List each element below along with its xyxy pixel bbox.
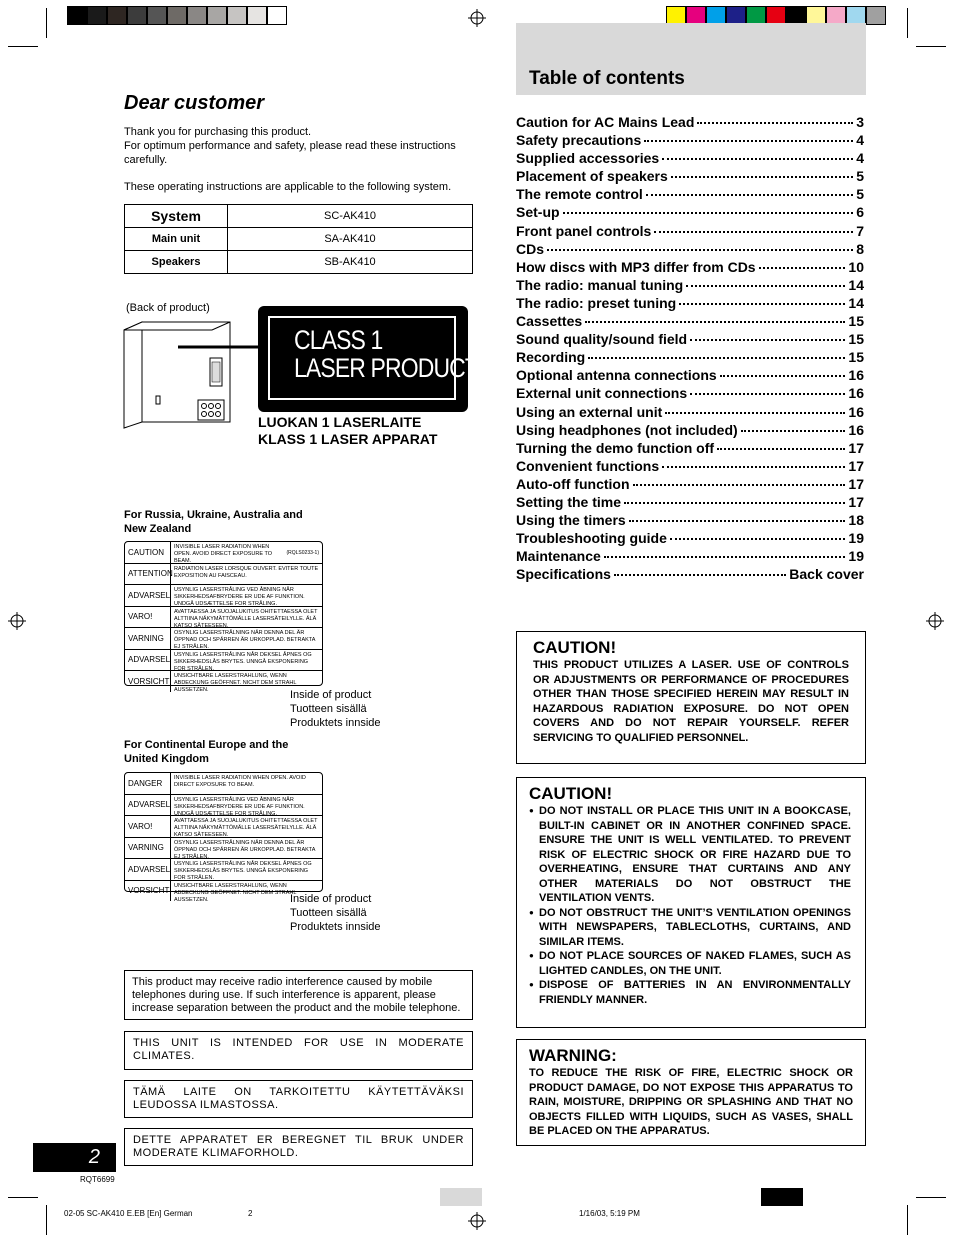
caution-title: CAUTION! — [533, 638, 617, 657]
toc-item — [516, 548, 864, 566]
toc-leader-dots — [686, 285, 845, 287]
toc-item — [516, 331, 864, 349]
toc-item-page: 18 — [848, 512, 864, 529]
caption-line: Produktets innside — [290, 717, 381, 729]
table-of-contents — [516, 114, 864, 584]
label-text: USYNLIG LASERSTRÅLING VED ÅBNING NÅR SIKKERHEDSAFBRYDERE ER UDE AF FUNKTION. UNDGÅ UDSÆTTELSE FOR STRÅLING. — [174, 587, 305, 606]
toc-item-page: 4 — [856, 132, 864, 149]
label-keyword: VARNING — [125, 628, 171, 649]
label-text: USYNLIG LASERSTRÅLING NÅR DEKSEL ÅPNES OG SIKKERHEDSLÅS BRYTES. UNNGÅ EKSPONERING FOR STRÅLEN. — [174, 861, 312, 880]
caption-line: Inside of product — [290, 689, 372, 701]
toc-item-label: Specifications — [516, 566, 611, 583]
list-item: ● DISPOSE OF BATTERIES IN AN ENVIRONMENTALLY FRIENDLY MANNER. — [529, 978, 851, 1007]
notice-text: This product may receive radio interference caused by mobile telephones during use. If such interference is apparent, please increase separation between the product and the mobile telephone. — [132, 976, 461, 1014]
toc-item — [516, 367, 864, 385]
notice-text: TÄMÄ LAITE ON TARKOITETTU KÄYTETTÄVÄKSI LEUDOSSA ILMASTOSSA. — [133, 1086, 464, 1111]
toc-leader-dots — [690, 339, 845, 341]
toc-item-label: Auto-off function — [516, 475, 630, 492]
crop-mark — [907, 1205, 908, 1235]
toc-item-page: 15 — [848, 313, 864, 330]
climate-notice-en — [124, 1031, 473, 1070]
label-text: UNSICHTBARE LASERSTRAHLUNG, WENN ABDECKUNG GEÖFFNET. NICHT DEM STRAHL AUSSETZEN. — [174, 673, 297, 692]
registration-mark-icon — [468, 1212, 486, 1230]
black-print-mark — [761, 1188, 803, 1206]
caution-box — [516, 631, 866, 764]
toc-leader-dots — [624, 502, 845, 504]
warning-text: TO REDUCE THE RISK OF FIRE, ELECTRIC SHOCK OR PRODUCT DAMAGE, DO NOT EXPOSE THIS APPARATUS TO RAIN, MOISTURE, DRIPPING OR SPLASHING AND THAT NO OBJECTS FILLED WITH LIQUIDS, SUCH AS VASES, SHALL BE PLACED ON THE APPARATUS. — [529, 1067, 853, 1137]
toc-leader-dots — [644, 140, 853, 142]
toc-item — [516, 440, 864, 458]
toc-item-page: 17 — [848, 475, 864, 492]
toc-item-label: Supplied accessories — [516, 150, 660, 167]
label-keyword: CAUTION — [125, 542, 171, 563]
toc-item — [516, 404, 864, 422]
toc-title: Table of contents — [529, 68, 685, 89]
label-text: INVISIBLE LASER RADIATION WHEN OPEN. AVOID DIRECT EXPOSURE TO BEAM. — [174, 775, 306, 788]
label-row — [125, 564, 322, 586]
gray-swatch — [87, 6, 107, 25]
gray-swatch — [187, 6, 207, 25]
gray-swatch — [107, 6, 127, 25]
toc-item — [516, 385, 864, 403]
toc-leader-dots — [547, 249, 853, 251]
toc-leader-dots — [690, 393, 845, 395]
toc-item — [516, 494, 864, 512]
toc-item — [516, 349, 864, 367]
region-heading: For Russia, Ukraine, Australia and New Zealand — [124, 509, 303, 535]
toc-item-page: Back cover — [789, 566, 864, 583]
toc-item — [516, 168, 864, 186]
gray-swatch — [267, 6, 287, 25]
footer-file: 02-05 SC-AK410 E.EB [En] German — [64, 1209, 193, 1218]
label-row — [125, 838, 322, 860]
label-row — [125, 585, 322, 607]
product-back-illustration — [120, 320, 260, 430]
crop-mark — [8, 1197, 38, 1198]
toc-item-label: The radio: manual tuning — [516, 276, 684, 293]
toc-item-page: 19 — [848, 548, 864, 565]
toc-leader-dots — [614, 574, 786, 576]
intro-line: These operating instructions are applicable to the following system. — [124, 181, 452, 193]
label-keyword: VARNING — [125, 838, 171, 859]
toc-item-page: 14 — [848, 276, 864, 293]
label-code: (RQLS0233-1) — [286, 550, 319, 556]
toc-leader-dots — [741, 430, 846, 432]
toc-item-page: 17 — [848, 493, 864, 510]
toc-item-label: Setting the time — [516, 493, 622, 510]
label-text: RADIATION LASER LORSQUE OUVERT. EVITER TOUTE EXPOSITION AU FAISCEAU. — [174, 565, 319, 579]
label-row — [125, 773, 322, 795]
list-item: ● DO NOT OBSTRUCT THE UNIT’S VENTILATION OPENINGS WITH NEWSPAPERS, TABLECLOTHS, CURTAINS, AND SIMILAR ITEMS. — [529, 906, 851, 950]
toc-item-label: Sound quality/sound field — [516, 331, 688, 348]
toc-item-page: 8 — [856, 240, 864, 257]
table-row — [125, 205, 473, 228]
toc-item-page: 16 — [848, 367, 864, 384]
notice-text: DETTE APPARATET ER BEREGNET TIL BRUK UNDER MODERATE KLIMAFORHOLD. — [133, 1134, 464, 1159]
toc-leader-dots — [759, 267, 846, 269]
class1-line: LASER PRODUCT — [294, 353, 479, 383]
table-cell: Speakers — [125, 251, 228, 274]
label-keyword: ADVARSEL — [125, 795, 171, 816]
warning-title: WARNING: — [529, 1046, 617, 1065]
caution-title: CAUTION! — [529, 784, 613, 803]
toc-item — [516, 223, 864, 241]
toc-item-label: Convenient functions — [516, 457, 660, 474]
toc-leader-dots — [585, 321, 845, 323]
toc-item — [516, 476, 864, 494]
toc-item-label: The radio: preset tuning — [516, 294, 677, 311]
crop-mark — [8, 46, 38, 47]
toc-item — [516, 186, 864, 204]
gray-swatch — [227, 6, 247, 25]
toc-item — [516, 132, 864, 150]
toc-item-page: 15 — [848, 349, 864, 366]
climate-notice-fi — [124, 1080, 473, 1118]
label-row — [125, 650, 322, 672]
climate-notice-no — [124, 1128, 473, 1166]
toc-item — [516, 530, 864, 548]
region-heading: For Continental Europe and the United Kingdom — [124, 739, 289, 765]
crop-mark — [907, 8, 908, 38]
gray-swatch — [67, 6, 87, 25]
footer-file-page: 2 — [248, 1209, 253, 1218]
toc-item-page: 5 — [856, 186, 864, 203]
label-keyword: ADVARSEL — [125, 859, 171, 880]
toc-item-page: 16 — [848, 421, 864, 438]
gray-print-mark — [440, 1188, 482, 1206]
registration-mark-icon — [8, 612, 26, 630]
toc-item — [516, 114, 864, 132]
label-text: AVATTAESSA JA SUOJALUKITUS OHITETTAESSA OLET ALTTIINA NÄKYMÄTTÖMÄLLE LASERSÄTEILYLLE. ÄLÄ KATSO SÄTEESEEN. — [174, 608, 318, 627]
label-text: UNSICHTBARE LASERSTRAHLUNG, WENN ABDECKUNG GEÖFFNET. NICHT DEM STRAHL AUSSETZEN. — [174, 882, 297, 901]
intro-text — [124, 125, 474, 194]
toc-item-label: Caution for AC Mains Lead — [516, 114, 695, 130]
toc-item-label: How discs with MP3 differ from CDs — [516, 258, 756, 275]
laser-warning-label — [124, 772, 323, 901]
toc-item-label: Placement of speakers — [516, 168, 668, 185]
toc-item-page: 5 — [856, 168, 864, 185]
toc-item — [516, 295, 864, 313]
laser-class-sv: KLASS 1 LASER APPARAT — [258, 431, 438, 447]
toc-item — [516, 422, 864, 440]
caption-line: Tuotteen sisällä — [290, 703, 367, 715]
toc-item-label: Using an external unit — [516, 403, 663, 420]
caption-line: Tuotteen sisällä — [290, 907, 367, 919]
class1-label — [258, 306, 479, 412]
toc-leader-dots — [670, 538, 846, 540]
toc-item-label: Optional antenna connections — [516, 367, 717, 384]
page-title: Dear customer — [124, 92, 265, 114]
toc-leader-dots — [720, 375, 846, 377]
toc-leader-dots — [717, 448, 845, 450]
label-text: INVISIBLE LASER RADIATION WHEN OPEN. AVOID DIRECT EXPOSURE TO BEAM. — [174, 544, 273, 563]
label-keyword: ADVARSEL — [125, 650, 171, 671]
toc-item-label: Cassettes — [516, 313, 583, 330]
toc-item-label: Recording — [516, 349, 586, 366]
toc-leader-dots — [633, 484, 846, 486]
inside-caption — [290, 688, 381, 730]
label-text: AVATTAESSA JA SUOJALUKITUS OHITETTAESSA OLET ALTTIINA NÄKYMÄTTÖMÄLLE LASERSÄTEILYLLE. ÄLÄ KATSO SÄTEESEEN. — [174, 818, 318, 837]
color-swatch — [866, 6, 886, 25]
toc-item-label: Safety precautions — [516, 132, 642, 149]
toc-item — [516, 458, 864, 476]
toc-item-page: 3 — [856, 114, 864, 130]
toc-item-label: Maintenance — [516, 548, 601, 565]
toc-item-label: Using headphones (not included) — [516, 421, 738, 438]
crop-mark — [46, 1205, 47, 1235]
toc-item — [516, 259, 864, 277]
gray-swatch — [127, 6, 147, 25]
caution-list — [529, 804, 851, 1007]
table-cell: SC-AK410 — [228, 205, 473, 228]
label-keyword: ATTENTION — [125, 564, 171, 585]
label-row — [125, 859, 322, 881]
warning-box — [516, 1039, 866, 1146]
class1-text — [268, 316, 479, 400]
toc-item-page: 14 — [848, 294, 864, 311]
label-row — [125, 628, 322, 650]
toc-item-page: 19 — [848, 530, 864, 547]
label-text: OSYNLIG LASERSTRÅLNING NÄR DENNA DEL ÄR ÖPPNAD OCH SPÄRREN ÄR URKOPPLAD. BETRAKTA EJ STRÅLEN. — [174, 839, 316, 858]
toc-leader-dots — [662, 158, 853, 160]
page-number: 2 — [33, 1143, 116, 1172]
registration-mark-icon — [468, 9, 486, 27]
inside-caption — [290, 892, 381, 934]
toc-item-label: Front panel controls — [516, 222, 652, 239]
toc-item-label: External unit connections — [516, 385, 688, 402]
interference-notice — [124, 970, 473, 1020]
table-cell: Main unit — [125, 228, 228, 251]
toc-item — [516, 313, 864, 331]
toc-leader-dots — [646, 194, 853, 196]
toc-item-label: Using the timers — [516, 512, 626, 529]
registration-mark-icon — [926, 612, 944, 630]
system-table — [124, 204, 473, 274]
crop-mark — [916, 46, 946, 47]
table-row — [125, 228, 473, 251]
class1-line: CLASS 1 — [294, 325, 383, 355]
crop-mark — [916, 1197, 946, 1198]
gray-swatch — [207, 6, 227, 25]
toc-leader-dots — [563, 212, 854, 214]
label-keyword: ADVARSEL — [125, 585, 171, 606]
toc-leader-dots — [665, 412, 845, 414]
table-row — [125, 251, 473, 274]
caution-box — [516, 777, 866, 1028]
label-keyword: VORSICHT — [125, 881, 171, 902]
toc-leader-dots — [588, 357, 845, 359]
toc-item-page: 17 — [848, 439, 864, 456]
toc-item-page: 16 — [848, 403, 864, 420]
toc-leader-dots — [671, 176, 853, 178]
toc-item-page: 6 — [856, 204, 864, 221]
list-item: ● DO NOT PLACE SOURCES OF NAKED FLAMES, SUCH AS LIGHTED CANDLES, ON THE UNIT. — [529, 949, 851, 978]
label-row — [125, 542, 322, 564]
laser-class-translations — [258, 414, 437, 448]
crop-mark — [46, 8, 47, 38]
doc-code: RQT6699 — [80, 1175, 115, 1184]
notice-text: THIS UNIT IS INTENDED FOR USE IN MODERATE CLIMATES. — [133, 1037, 464, 1062]
table-cell: SA-AK410 — [228, 228, 473, 251]
caution-text: THIS PRODUCT UTILIZES A LASER. USE OF CONTROLS OR ADJUSTMENTS OR PERFORMANCE OF PROCEDURES OTHER THAN THOSE SPECIFIED HEREIN MAY RESULT IN HAZARDOUS RADIATION EXPOSURE. DO NOT OPEN COVERS AND DO NOT REPAIR YOURSELF. REFER SERVICING TO QUALIFIED PERSONNEL. — [533, 659, 849, 744]
toc-item — [516, 241, 864, 259]
label-row — [125, 816, 322, 838]
toc-item-page: 4 — [856, 150, 864, 167]
toc-item-label: The remote control — [516, 186, 643, 203]
toc-item — [516, 566, 864, 584]
toc-item — [516, 204, 864, 222]
label-keyword: VARO! — [125, 816, 171, 837]
toc-item-label: Set-up — [516, 204, 560, 221]
table-cell: System — [125, 205, 228, 228]
laser-warning-label — [124, 541, 323, 692]
gray-swatch — [247, 6, 267, 25]
caption-line: Produktets innside — [290, 921, 381, 933]
toc-leader-dots — [679, 303, 845, 305]
toc-item — [516, 277, 864, 295]
toc-leader-dots — [697, 122, 853, 124]
toc-item-page: 7 — [856, 222, 864, 239]
toc-item-label: Troubleshooting guide — [516, 530, 667, 547]
footer-date: 1/16/03, 5:19 PM — [579, 1209, 640, 1218]
toc-item — [516, 150, 864, 168]
label-text: USYNLIG LASERSTRÅLING VED ÅBNING NÅR SIKKERHEDSAFBRYDERE ER UDE AF FUNKTION. UNDGÅ UDSÆTTELSE FOR STRÅLING. — [174, 796, 305, 815]
toc-item-label: CDs — [516, 240, 545, 257]
label-text: OSYNLIG LASERSTRÅLNING NÄR DENNA DEL ÄR ÖPPNAD OCH SPÄRREN ÄR URKOPPLAD. BETRAKTA EJ STRÅLEN. — [174, 630, 316, 649]
intro-line: For optimum performance and safety, please read these instructions carefully. — [124, 140, 456, 166]
label-row — [125, 607, 322, 629]
label-keyword: DANGER — [125, 773, 171, 794]
label-keyword: VARO! — [125, 607, 171, 628]
toc-leader-dots — [654, 231, 853, 233]
list-item: ● DO NOT INSTALL OR PLACE THIS UNIT IN A BOOKCASE, BUILT-IN CABINET OR IN ANOTHER CONFINED SPACE. ENSURE THE UNIT IS WELL VENTILATED. TO PREVENT RISK OF ELECTRIC SHOCK OR FIRE HAZARD DUE TO OVERHEATING, ENSURE THAT CURTAINS AND ANY OTHER MATERIALS DO NOT OBSTRUCT THE VENTILATION VENTS. — [529, 804, 851, 906]
toc-item — [516, 512, 864, 530]
toc-item-page: 15 — [848, 331, 864, 348]
label-row — [125, 795, 322, 817]
toc-leader-dots — [662, 466, 845, 468]
laser-class-fi: LUOKAN 1 LASERLAITE — [258, 414, 422, 430]
gray-swatch — [167, 6, 187, 25]
toc-leader-dots — [629, 520, 846, 522]
label-keyword: VORSICHT — [125, 671, 171, 692]
toc-item-page: 16 — [848, 385, 864, 402]
back-of-product-caption: (Back of product) — [126, 302, 210, 314]
table-cell: SB-AK410 — [228, 251, 473, 274]
gray-swatch — [147, 6, 167, 25]
toc-leader-dots — [604, 556, 846, 558]
toc-item-page: 10 — [848, 258, 864, 275]
toc-item-page: 17 — [848, 457, 864, 474]
intro-line: Thank you for purchasing this product. — [124, 126, 312, 138]
toc-item-label: Turning the demo function off — [516, 439, 715, 456]
caption-line: Inside of product — [290, 893, 372, 905]
label-text: USYNLIG LASERSTRÅLING NÅR DEKSEL ÅPNES OG SIKKERHEDSLÅS BRYTES. UNNGÅ EKSPONERING FOR STRÅLEN. — [174, 651, 312, 670]
